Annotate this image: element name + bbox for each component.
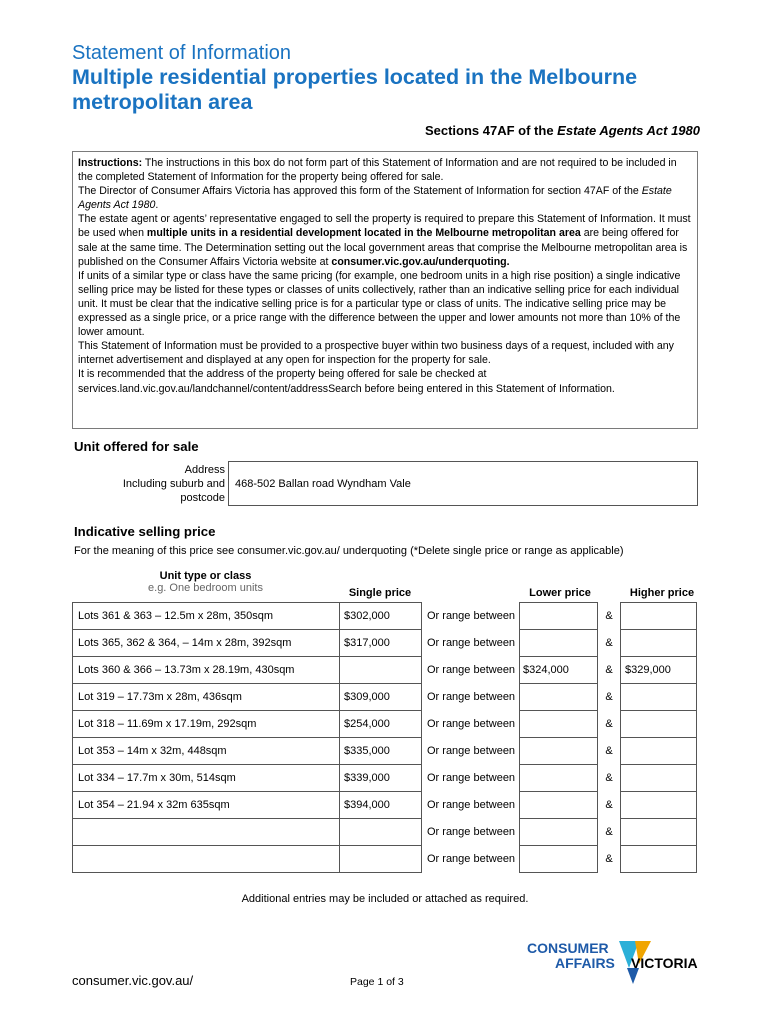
single-price-cell[interactable]: $254,000 [340, 711, 422, 738]
price-row [73, 603, 697, 630]
lower-price-cell[interactable] [520, 603, 598, 630]
price-row [73, 630, 697, 657]
lower-price-cell[interactable] [520, 630, 598, 657]
range-ampersand: & [605, 853, 613, 865]
higher-price-cell[interactable]: $329,000 [621, 657, 697, 684]
lower-price-cell[interactable] [520, 684, 598, 711]
range-ampersand: & [605, 826, 613, 838]
higher-price-cell[interactable] [621, 603, 697, 630]
instructions-p2c: . [155, 199, 159, 212]
unit-description-cell[interactable] [73, 846, 340, 873]
sections-act: Estate Agents Act 1980 [557, 123, 700, 138]
lower-price-cell[interactable] [520, 819, 598, 846]
range-ampersand: & [605, 691, 613, 703]
or-range-label: Or range between [427, 745, 516, 757]
unit-description-cell[interactable]: Lot 334 – 17.7m x 30m, 514sqm [73, 765, 340, 792]
unit-description-cell[interactable]: Lots 361 & 363 – 12.5m x 28m, 350sqm [73, 603, 340, 630]
page-title [72, 65, 712, 115]
range-ampersand: & [605, 637, 613, 649]
price-note: For the meaning of this price see consumer.vic.gov.au/ underquoting (*Delete single price or range as applicable) [74, 545, 624, 557]
footer-url[interactable]: consumer.vic.gov.au/ [72, 973, 194, 988]
higher-price-cell[interactable] [621, 738, 697, 765]
lower-price-header: Lower price [529, 587, 591, 599]
or-range-label: Or range between [427, 853, 516, 865]
title-line-2: metropolitan area [72, 90, 253, 114]
instructions-p2a: The Director of Consumer Affairs Victoria has approved this form of the Statement of Information for section 47AF of the [78, 185, 642, 198]
address-label-l2: Including suburb and [122, 478, 225, 490]
or-range-label: Or range between [427, 664, 516, 676]
unit-description-cell[interactable] [73, 819, 340, 846]
instructions-p1: The instructions in this box do not form part of this Statement of Information and are not required to be included in the completed Statement of Information for the property being offered for sale. [78, 157, 677, 184]
price-row [73, 738, 697, 765]
unit-description-cell[interactable]: Lot 354 – 21.94 x 32m 635sqm [73, 792, 340, 819]
address-label [110, 463, 225, 505]
price-row [73, 765, 697, 792]
unit-offered-title: Unit offered for sale [74, 439, 199, 454]
single-price-cell[interactable]: $309,000 [340, 684, 422, 711]
or-range-label: Or range between [427, 799, 516, 811]
unit-description-cell[interactable]: Lot 319 – 17.73m x 28m, 436sqm [73, 684, 340, 711]
instructions-label: Instructions: [78, 157, 143, 169]
single-price-header: Single price [348, 587, 412, 599]
single-price-cell[interactable]: $335,000 [340, 738, 422, 765]
higher-price-cell[interactable] [621, 819, 697, 846]
sections-prefix: Sections 47AF of the [424, 123, 558, 138]
single-price-cell[interactable]: $394,000 [340, 792, 422, 819]
logo-text-victoria: VICTORIA [631, 955, 698, 971]
instructions-p4: If units of a similar type or class have the same pricing (for example, one bedroom units in a high rise position) a single indicative selling price may be listed for these types or classes of units collectively, rather than an indicative selling price for each individual unit. It must be clear that the indicative selling price is for a particular type or class of units. The indicative selling price may be expressed as a single price, or a price range with the difference between the upper and lower amounts not more than 10% of the lower amount. [78, 269, 681, 339]
indicative-price-title: Indicative selling price [74, 524, 216, 539]
range-ampersand: & [605, 799, 613, 811]
lower-price-cell[interactable] [520, 711, 598, 738]
price-row [73, 657, 697, 684]
or-range-label: Or range between [427, 772, 516, 784]
or-range-label: Or range between [427, 637, 516, 649]
logo-text-affairs: AFFAIRS [555, 955, 615, 971]
price-row [73, 711, 697, 738]
unit-description-cell[interactable]: Lot 318 – 11.69m x 17.19m, 292sqm [73, 711, 340, 738]
sections-reference [425, 123, 700, 138]
address-label-l1: Address [184, 464, 225, 476]
title-line-1: Multiple residential properties located in the Melbourne [72, 65, 638, 89]
single-price-cell[interactable] [340, 819, 422, 846]
or-range-label: Or range between [427, 691, 516, 703]
address-field[interactable]: 468-502 Ballan road Wyndham Vale [228, 461, 698, 506]
price-row [73, 792, 697, 819]
lower-price-cell[interactable] [520, 792, 598, 819]
unit-type-hint: e.g. One bedroom units [148, 582, 263, 594]
unit-description-cell[interactable]: Lot 353 – 14m x 32m, 448sqm [73, 738, 340, 765]
instructions-p2b: Estate Agents Act 1980 [78, 185, 672, 212]
logo-text-consumer: CONSUMER [527, 940, 609, 956]
range-ampersand: & [605, 664, 613, 676]
range-ampersand: & [605, 772, 613, 784]
higher-price-cell[interactable] [621, 630, 697, 657]
lower-price-cell[interactable] [520, 765, 598, 792]
unit-description-cell[interactable]: Lots 360 & 366 – 13.73m x 28.19m, 430sqm [73, 657, 340, 684]
range-ampersand: & [605, 718, 613, 730]
instructions-p3c: are being offered for sale at the same time. The Determination setting out the local government areas that comprise the Melbourne metropolitan area is published on the Consumer Affairs Victoria website at [78, 227, 688, 268]
price-row [73, 684, 697, 711]
lower-price-cell[interactable] [520, 738, 598, 765]
unit-type-label: Unit type or class [159, 570, 252, 582]
lower-price-cell[interactable]: $324,000 [520, 657, 598, 684]
instructions-p3d: consumer.vic.gov.au/underquoting. [331, 255, 510, 268]
instructions-p6: It is recommended that the address of the property being offered for sale be checked at services.land.vic.gov.au/landchannel/content/addressSearch before being entered in this Statement of Information. [78, 368, 615, 395]
range-ampersand: & [605, 745, 613, 757]
higher-price-cell[interactable] [621, 765, 697, 792]
higher-price-cell[interactable] [621, 846, 697, 873]
instructions-p3b: multiple units in a residential development located in the Melbourne metropolitan area [146, 227, 581, 240]
range-ampersand: & [605, 610, 613, 622]
address-label-l3: postcode [180, 492, 225, 504]
or-range-label: Or range between [427, 826, 516, 838]
price-row [73, 846, 697, 873]
higher-price-cell[interactable] [621, 684, 697, 711]
instructions-box [72, 151, 698, 429]
or-range-label: Or range between [427, 718, 516, 730]
higher-price-header: Higher price [629, 587, 695, 599]
or-range-label: Or range between [427, 610, 516, 622]
unit-description-cell[interactable]: Lots 365, 362 & 364, – 14m x 28m, 392sqm [73, 630, 340, 657]
page-number: Page 1 of 3 [350, 976, 404, 988]
single-price-cell[interactable]: $339,000 [340, 765, 422, 792]
consumer-affairs-victoria-logo [527, 938, 707, 988]
price-table [72, 602, 697, 873]
single-price-cell[interactable]: $317,000 [340, 630, 422, 657]
lower-price-cell[interactable] [520, 846, 598, 873]
price-row [73, 819, 697, 846]
single-price-cell[interactable] [340, 846, 422, 873]
additional-entries-note: Additional entries may be included or attached as required. [241, 893, 529, 905]
instructions-p5: This Statement of Information must be provided to a prospective buyer within two business days of a request, included with any internet advertisement and displayed at any open for inspection for the property for sale. [78, 340, 674, 367]
form-kicker: Statement of Information [72, 42, 292, 64]
single-price-cell[interactable] [340, 657, 422, 684]
higher-price-cell[interactable] [621, 711, 697, 738]
higher-price-cell[interactable] [621, 792, 697, 819]
unit-type-header [72, 570, 339, 594]
single-price-cell[interactable]: $302,000 [340, 603, 422, 630]
instructions-p3a: The estate agent or agents’ representative engaged to sell the property is required to prepare this Statement of Information. It must be used when [78, 213, 691, 240]
